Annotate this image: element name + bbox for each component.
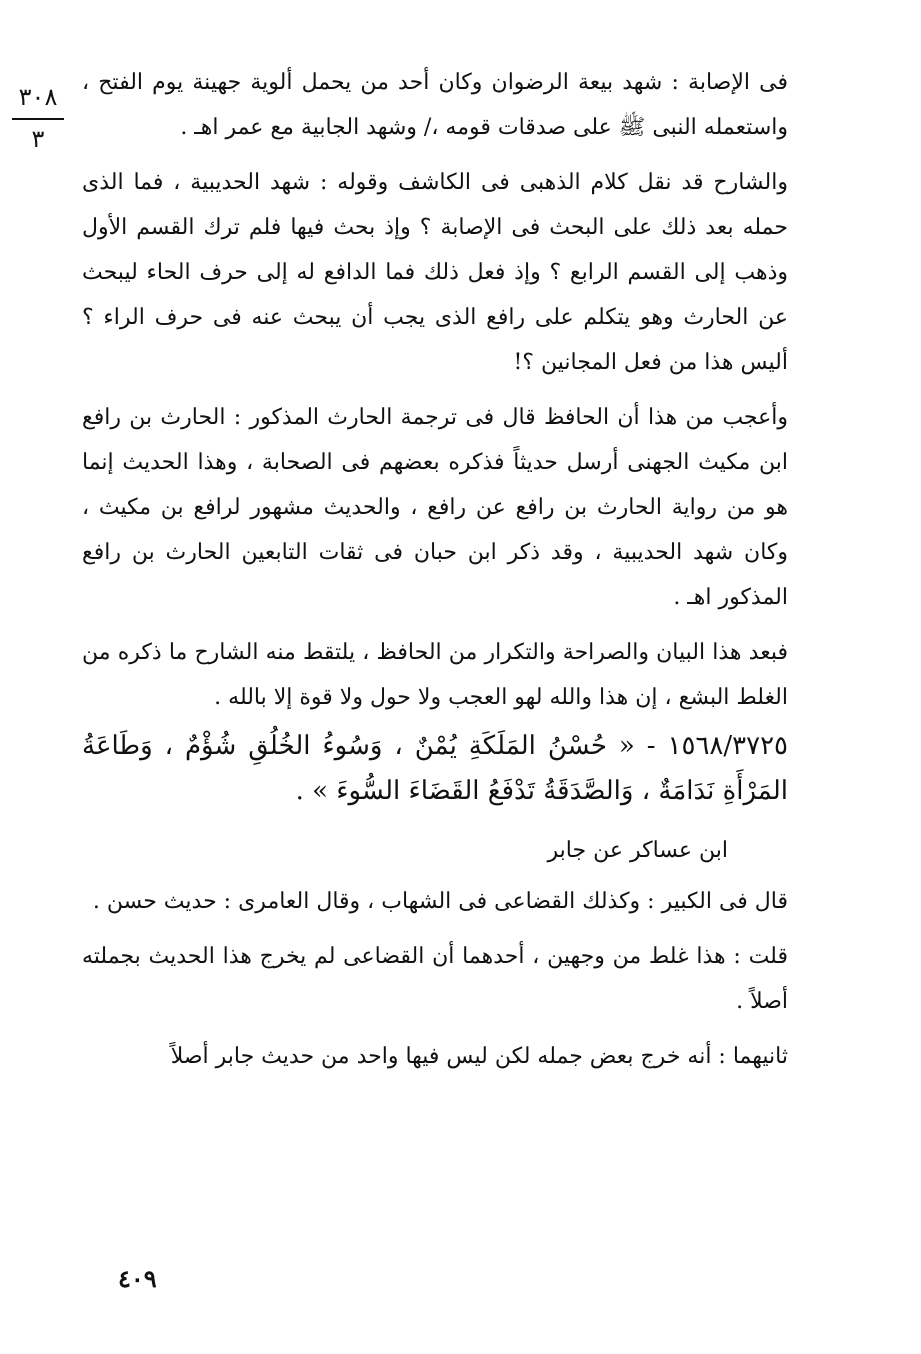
paragraph-conclusion: فبعد هذا البيان والصراحة والتكرار من الحافظ ، يلتقط منه الشارح ما ذكره من الغلط البشع ، إن هذا والله لهو العجب ولا حول ولا قوة إلا بالله .	[82, 640, 789, 710]
paragraph-isaba: فى الإصابة : شهد بيعة الرضوان وكان أحد من يحمل ألوية جهينة يوم الفتح ، واستعمله النبى ﷺ على صدقات قومه ،/ وشهد الجابية مع عمر اهـ .	[82, 70, 788, 140]
hadith-text: ١٥٦٨/٣٧٢٥ - « حُسْنُ المَلَكَةِ يُمْنٌ ، وَسُوءُ الخُلُقِ شُؤْمٌ ، وَطَاعَةُ المَرْأَةِ نَدَامَةٌ ، وَالصَّدَقَةُ تَدْفَعُ القَضَاءَ السُّوءَ » .	[82, 731, 788, 806]
paragraph-hafiz-tarjama: وأعجب من هذا أن الحافظ قال فى ترجمة الحارث المذكور : الحارث بن رافع ابن مكيث الجهنى أرسل حديثاً فذكره بعضهم فى الصحابة ، وهذا الحديث إنما هو من رواية الحارث بن رافع عن رافع ، والحديث مشهور لرافع بن مكيث ، وكان شهد الحديبية ، وقد ذكر ابن حبان فى ثقات التابعين الحارث بن رافع المذكور اهـ .	[82, 405, 788, 610]
margin-reference-top: ٣٠٨	[18, 83, 58, 111]
margin-reference	[8, 82, 68, 154]
margin-reference-divider	[12, 118, 64, 120]
commentary-qultu: قلت : هذا غلط من وجهين ، أحدهما أن القضاعى لم يخرج هذا الحديث بجملته أصلاً .	[82, 944, 788, 1014]
page-number: ٤٠٩	[118, 1264, 157, 1293]
commentary-kabir: قال فى الكبير : وكذلك القضاعى فى الشهاب ، وقال العامرى : حديث حسن .	[92, 889, 788, 914]
commentary-thaniyhuma: ثانيهما : أنه خرج بعض جمله لكن ليس فيها واحد من حديث جابر أصلاً	[170, 1044, 788, 1069]
margin-reference-bottom: ٣	[31, 125, 45, 153]
body-text	[82, 60, 788, 1089]
hadith-source: ابن عساكر عن جابر	[547, 838, 728, 863]
paragraph-sharih-critique: والشارح قد نقل كلام الذهبى فى الكاشف وقوله : شهد الحديبية ، فما الذى حمله بعد ذلك على البحث فى الإصابة ؟ وإذ بحث فيها فلم ترك القسم الأول وذهب إلى القسم الرابع ؟ وإذ فعل ذلك فما الدافع له إلى حرف الحاء ليبحث عن الحارث وهو يتكلم على رافع الذى يجب أن يبحث عنه فى حرف الراء ؟ أليس هذا من فعل المجانين ؟!	[82, 170, 788, 375]
